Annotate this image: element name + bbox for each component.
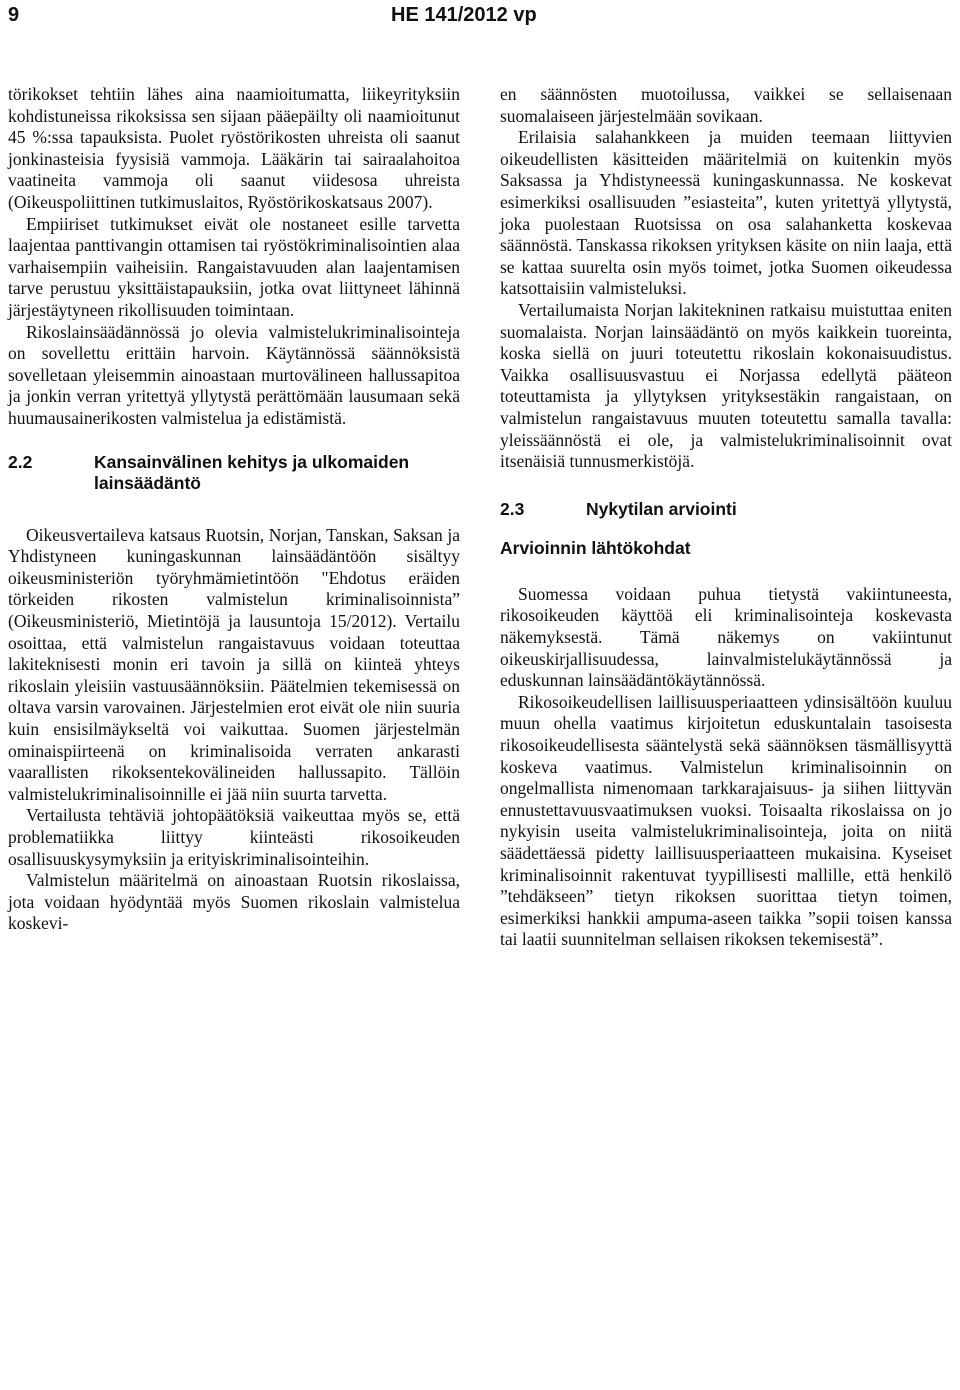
section-heading: [8, 452, 460, 495]
page-number: 9: [8, 4, 20, 26]
left-column: [8, 84, 460, 935]
right-column: [500, 84, 952, 951]
paragraph: Valmistelun määritelmä on ainoastaan Ruotsin rikoslaissa, jota voidaan hyödyntää myös Suomen rikoslain valmistelua koskevi-: [8, 870, 460, 934]
paragraph: Rikosoikeudellisen laillisuusperiaatteen ydinsisältöön kuuluu muun ohella vaatimus kirjoitetun eduskuntalain tasoisesta rikosoikeudellisesta sääntelystä sekä säännöksen täsmällisyyttä koskeva vaatimus. Valmistelun kriminalisoinnin on ongelmallista nimenomaan tarkkarajaisuus- ja siihen liittyvän ennustettavuusvaatimuksen vuoksi. Toisaalta rikoslaissa on jo nykyisin useita valmistelukriminalisointeja, joita on niitä säädettäessä pidetty laillisuusperiaatteen mukaisina. Kyseiset kriminalisoinnit rakentuvat tyypillisesti mallille, että henkilö ”tehdäkseen” tietyn rikoksen suorittaa tietyn toimen, esimerkiksi hankkii ampuma-aseen taikka ”sopii toisen kanssa tai laatii suunnitelman sellaisen rikoksen tekemisestä”.: [500, 691, 952, 950]
paragraph: Rikoslainsäädännössä jo olevia valmistelukriminalisointeja on sovellettu erittäin harvoin. Käytännössä säännöksistä sovelletaan yleisemmin ainoastaan murtovälineen hallussapitoa ja jonkin verran yritettyä yllytystä perättömään lausumaan sekä huumausainerikosten valmistelua ja edistämistä.: [8, 321, 460, 428]
paragraph: törikokset tehtiin lähes aina naamioitumatta, liikeyrityksiin kohdistuneissa rikoksissa sen sijaan pääepäilty oli naamioitunut 45 %:ssa tapauksista. Puolet ryöstörikosten uhreista oli saanut jonkinasteisia fyysisiä vammoja. Lääkärin tai sairaalahoitoa vaatineita vammoja oli saanut viidesosa uhreista (Oikeuspoliittinen tutkimuslaitos, Ryöstörikoskatsaus 2007).: [8, 84, 460, 212]
paragraph: en säännösten muotoilussa, vaikkei se sellaisenaan suomalaiseen järjestelmään sovikaan.: [500, 84, 952, 126]
paragraph: Oikeusvertaileva katsaus Ruotsin, Norjan, Tanskan, Saksan ja Yhdistyneen kuningaskunnan lainsäädäntöön sisältyy oikeusministeriön työryhmämietintöön "Ehdotus eräiden törkeiden rikosten valmistelun kriminalisoinnista” (Oikeusministeriö, Mietintöjä ja lausuntoja 15/2012). Vertailu osoittaa, että valmistelun rangaistavuus voidaan toteuttaa lakiteknisesti monin eri tavoin ja sillä on kiinteä yhteys rikoslain yleisiin vastuusäännöksiin. Päätelmien tekemisessä on oltava varsin varovainen. Järjestelmien erot eivät ole niin suuria kuin ensisilmäykseltä voi vaikuttaa. Suomen järjestelmän ominaispiirteenä on kriminalisoida verraten ankarasti vaarallisten rikoksentekovälineiden hallussapito. Tällöin valmistelukriminalisoinnille ei jää niin suurta tarvetta.: [8, 524, 460, 804]
paragraph: Empiiriset tutkimukset eivät ole nostaneet esille tarvetta laajentaa panttivangin ottamisen tai ryöstökriminalisointien alaa varhaisempiin vaiheisiin. Rangaistavuuden alan laajentamisen tarve perustuu yksittäistapauksiin, jotka ovat liittyneet lähinnä järjestäytyneen rikollisuuden toimintaan.: [8, 213, 460, 320]
paragraph: Vertailusta tehtäviä johtopäätöksiä vaikeuttaa myös se, että problematiikka liittyy kiinteästi rikosoikeuden osallisuuskysymyksiin ja erityiskriminalisointeihin.: [8, 805, 460, 869]
paragraph: Erilaisia salahankkeen ja muiden teemaan liittyvien oikeudellisten käsitteiden määritelmiä on kuitenkin myös Saksassa ja Yhdistyneessä kuningaskunnassa. Ne koskevat esimerkiksi osallisuuden ”esiasteita”, kuten yritettyä yllytystä, joka puolestaan Ruotsissa on osa salahanketta koskevaa säännöstä. Tanskassa rikoksen yrityksen käsite on niin laaja, että se kattaa suurelta osin myös toimet, jotka Suomen oikeudessa katsottaisiin valmisteluksi.: [500, 127, 952, 299]
subheading: Arvioinnin lähtökohdat: [500, 538, 691, 559]
section-number: 2.3: [500, 498, 525, 519]
document-id: HE 141/2012 vp: [391, 4, 537, 26]
section-title: Kansainvälinen kehitys ja ulkomaiden lainsäädäntö: [94, 451, 410, 494]
page-header: [8, 4, 952, 34]
section-heading: [500, 499, 952, 521]
paragraph: Suomessa voidaan puhua tietystä vakiintuneesta, rikosoikeuden käyttöä eli kriminalisointeja koskevasta näkemyksestä. Tämä näkemys on vakiintunut oikeuskirjallisuudessa, lainvalmistelukäytännössä ja eduskunnan lainsäädäntökäytännössä.: [500, 583, 952, 691]
paragraph: Vertailumaista Norjan lakitekninen ratkaisu muistuttaa eniten suomalaista. Norjan lainsäädäntö on myös kaikkein tuoreinta, koska siellä on juuri toteutettu rikoslain kokonaisuudistus. Vaikka osallisuusvastuu ei Norjassa edellytä pääteon toteuttamista ja yllytyksen yrityksestäkin rangaistaan, on valmistelun rangaistavuus muuten toteutettu samalla tavalla: yleissäännöstä ei ole, ja valmistelukriminalisoinnit ovat itsenäisiä tunnusmerkistöjä.: [500, 299, 952, 472]
section-title: Nykytilan arviointi: [586, 498, 737, 519]
section-number: 2.2: [8, 451, 33, 472]
